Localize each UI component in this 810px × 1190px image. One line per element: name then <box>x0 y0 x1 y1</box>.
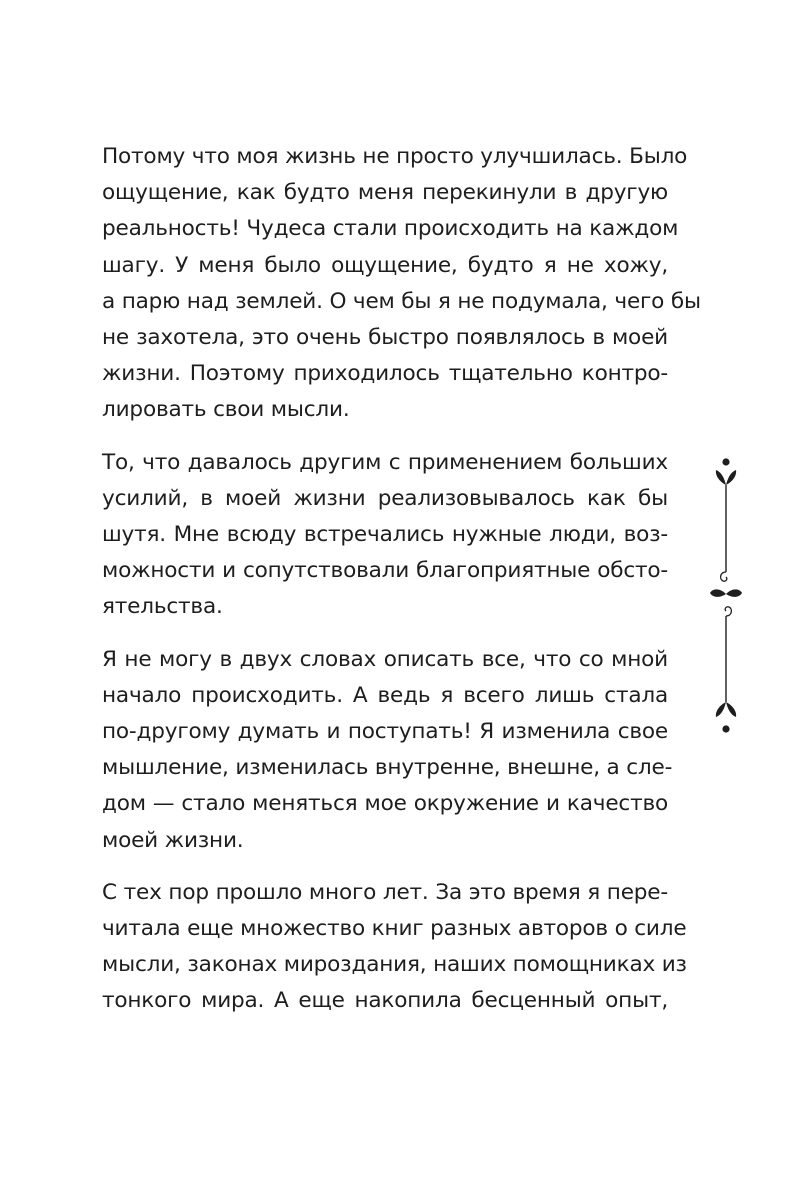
text-line: не захотела, это очень быстро появлялось в моей <box>102 325 668 351</box>
paragraph-4 <box>102 875 687 1020</box>
text-line: усилий, в моей жизни реализовывалось как бы <box>102 485 668 511</box>
text-line: моей жизни. <box>102 827 244 853</box>
text-line: жизни. Поэтому приходилось тщательно контро- <box>102 361 668 387</box>
paragraph-1 <box>102 139 701 429</box>
text-line: начало происходить. А ведь я всего лишь стала <box>102 682 668 708</box>
paragraph-2 <box>102 445 668 626</box>
text-line: С тех пор прошло много лет. За это время я пере- <box>102 879 668 905</box>
text-line: по-другому думать и поступать! Я изменила свое <box>102 719 668 745</box>
text-line: То, что давалось другим с применением больших <box>102 449 668 475</box>
text-line: Потому что моя жизнь не просто улучшилась. Было <box>102 144 688 169</box>
text-line: а парю над землей. О чем бы я не подумала, чего бы <box>102 288 701 314</box>
text-line: реальность! Чудеса стали происходить на каждом <box>102 216 679 242</box>
text-line: Я не могу в двух словах описать все, что со мной <box>102 646 668 672</box>
text-line: мысли, законах мироздания, наших помощниках из <box>102 952 687 978</box>
text-line: читала еще множество книг разных авторов о силе <box>102 916 687 942</box>
text-line: можности и сопутствовали благоприятные обсто- <box>102 558 668 584</box>
text-line: мышление, изменилась внутренне, внешне, а сле- <box>102 755 673 781</box>
text-line: тонкого мира. А еще накопила бесценный опыт, <box>102 988 668 1014</box>
text-line: лировать свои мысли. <box>102 397 350 423</box>
text-line: ятельства. <box>102 594 223 620</box>
text-line: шагу. У меня было ощущение, будто я не хожу, <box>102 252 668 278</box>
text-line: ощущение, как будто меня перекинули в другую <box>102 180 668 206</box>
text-line: дом — стало меняться мое окружение и качество <box>102 791 668 817</box>
paragraph-3 <box>102 642 673 859</box>
page-text <box>102 139 701 1036</box>
text-line: шутя. Мне всюду встречались нужные люди, воз- <box>102 522 668 548</box>
floral-divider-icon <box>704 452 748 742</box>
